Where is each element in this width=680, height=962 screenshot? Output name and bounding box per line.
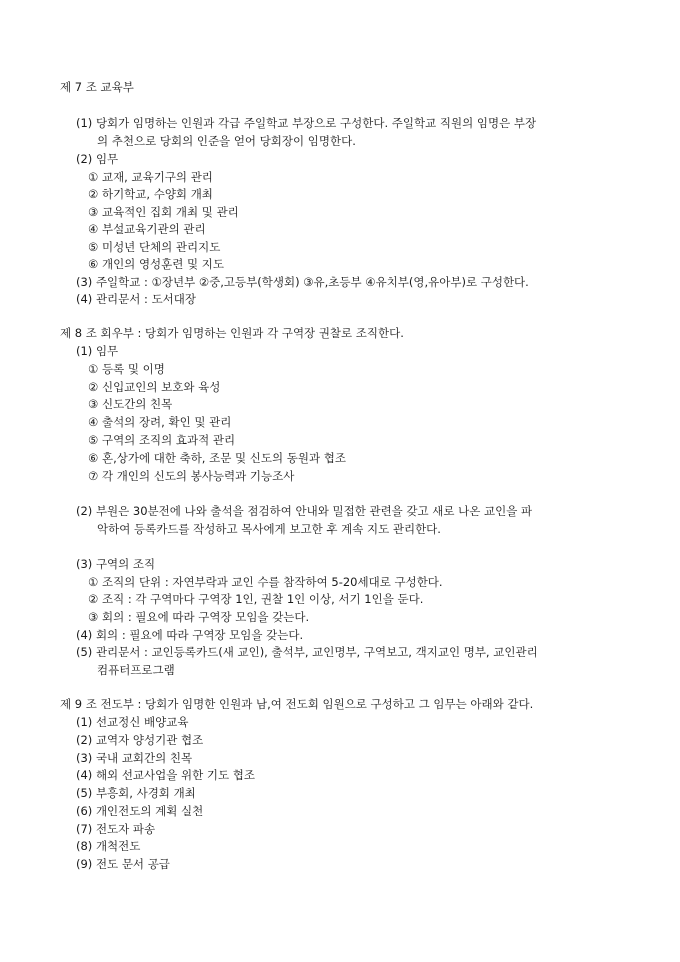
article-8-duty-7: ⑦ 각 개인의 신도의 봉사능력과 기능조사: [88, 469, 295, 483]
article-8-duty-1: ① 등록 및 이명: [88, 362, 165, 376]
article-7-para-1-line-1: (1) 당회가 임명하는 인원과 각급 주일학교 부장으로 구성한다. 주일학교 직원의 임명은 부장: [76, 116, 537, 130]
article-9-title: 제 9 조 전도부 : 당회가 임명한 인원과 남,여 전도회 임원으로 구성하고 그 임무는 아래와 같다.: [60, 697, 534, 711]
article-9-item-7: (7) 전도자 파송: [76, 822, 156, 836]
article-8-para-3: (3) 구역의 조직: [76, 557, 156, 571]
article-9-item-5: (5) 부흥회, 사경회 개최: [76, 786, 196, 800]
article-8-duty-4: ④ 출석의 장려, 확인 및 관리: [88, 415, 232, 429]
article-9-item-9: (9) 전도 문서 공급: [76, 857, 170, 871]
article-9-item-6: (6) 개인전도의 계획 실천: [76, 804, 204, 818]
article-9-item-2: (2) 교역자 양성기관 협조: [76, 733, 204, 747]
article-7-duty-4: ④ 부설교육기관의 관리: [88, 222, 206, 236]
article-8-org-1: ① 조직의 단위 : 자연부락과 교인 수를 참작하여 5-20세대로 구성한다.: [88, 575, 443, 589]
article-7-duty-5: ⑤ 미성년 단체의 관리지도: [88, 240, 221, 254]
article-8-para-4: (4) 회의 : 필요에 따라 구역장 모임을 갖는다.: [76, 628, 304, 642]
article-9-item-1: (1) 선교정신 배양교육: [76, 715, 189, 729]
article-8-duty-6: ⑥ 혼,상가에 대한 축하, 조문 및 신도의 동원과 협조: [88, 451, 346, 465]
article-8-para-1: (1) 임무: [76, 344, 119, 358]
article-9-item-3: (3) 국내 교회간의 친목: [76, 751, 193, 765]
article-7-para-2: (2) 임무: [76, 152, 119, 166]
article-8-para-5-line-1: (5) 관리문서 : 교인등록카드(새 교인), 출석부, 교인명부, 구역보고, 객지교인 명부, 교인관리: [76, 645, 538, 659]
article-8-org-3: ③ 회의 : 필요에 따라 구역장 모임을 갖는다.: [88, 610, 310, 624]
article-7-duty-3: ③ 교육적인 집회 개최 및 관리: [88, 205, 239, 219]
article-7-duty-6: ⑥ 개인의 영성훈련 및 지도: [88, 257, 225, 271]
article-8-para-2-line-1: (2) 부원은 30분전에 나와 출석을 점검하여 안내와 밀접한 관련을 갖고 새로 나온 교인을 파: [76, 504, 533, 518]
article-7-para-3: (3) 주일학교 : ①장년부 ②중,고등부(학생회) ③유,초등부 ④유치부(영,유아부)로 구성한다.: [76, 275, 529, 289]
article-7-title: 제 7 조 교육부: [60, 80, 134, 94]
article-7-duty-2: ② 하기학교, 수양회 개최: [88, 187, 213, 201]
article-8-title: 제 8 조 회우부 : 당회가 임명하는 인원과 각 구역장 권찰로 조직한다.: [60, 326, 404, 340]
article-9-item-8: (8) 개척전도: [76, 839, 141, 853]
article-7-para-1-line-2: 의 추천으로 당회의 인준을 얻어 당회장이 임명한다.: [97, 134, 356, 148]
article-8-org-2: ② 조직 : 각 구역마다 구역장 1인, 권찰 1인 이상, 서기 1인을 둔다.: [88, 592, 424, 606]
article-8-duty-5: ⑤ 구역의 조직의 효과적 관리: [88, 433, 236, 447]
article-7-para-4: (4) 관리문서 : 도서대장: [76, 292, 197, 306]
article-7-duty-1: ① 교재, 교육기구의 관리: [88, 170, 213, 184]
article-8-para-2-line-2: 악하여 등록카드를 작성하고 목사에게 보고한 후 계속 지도 관리한다.: [97, 522, 441, 536]
article-8-duty-2: ② 신입교인의 보호와 육성: [88, 380, 221, 394]
article-8-duty-3: ③ 신도간의 친목: [88, 397, 173, 411]
article-9-item-4: (4) 해외 선교사업을 위한 기도 협조: [76, 768, 255, 782]
article-8-para-5-line-2: 컴퓨터프로그램: [97, 663, 175, 677]
